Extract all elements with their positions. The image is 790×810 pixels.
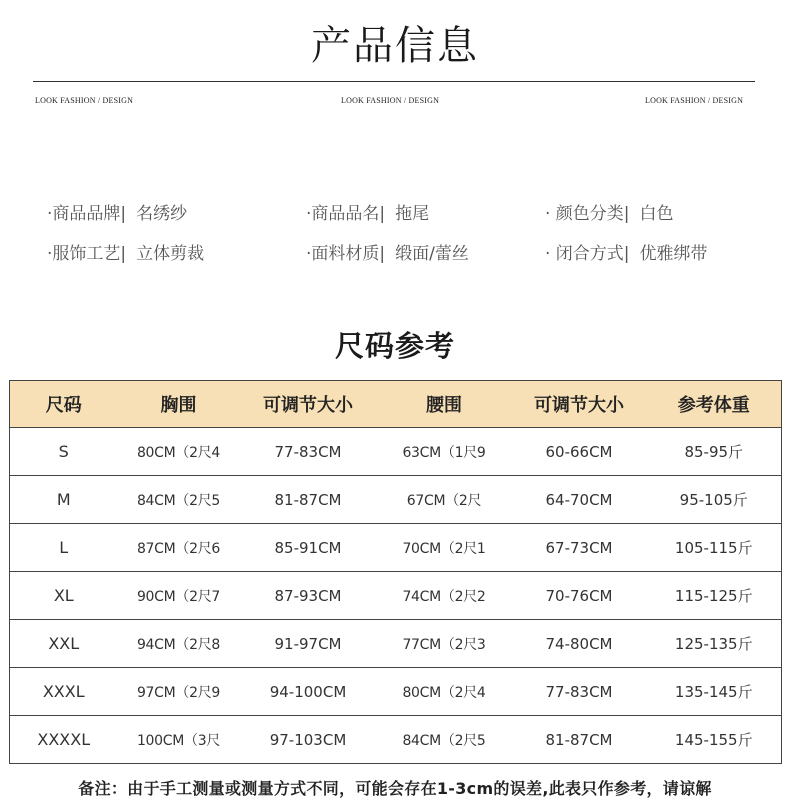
brand-tagline-center: LOOK FASHION / DESIGN xyxy=(341,96,440,105)
size-chart-header-row xyxy=(10,381,782,428)
waist-range-cell: 81-87CM xyxy=(512,716,647,764)
attr-material xyxy=(306,239,469,264)
attr-closure xyxy=(545,239,708,264)
attr-value: 拖尾 xyxy=(395,204,430,224)
measurement-note: 备注：由于手工测量或测量方式不同，可能会存在1-3cm的误差,此表只作参考，请谅解 xyxy=(78,779,712,798)
table-row xyxy=(10,572,782,620)
title-divider xyxy=(33,81,755,82)
weight-cell: 115-125斤 xyxy=(647,572,782,620)
table-row xyxy=(10,524,782,572)
bust-range-cell: 85-91CM xyxy=(240,524,377,572)
bust-range-cell: 94-100CM xyxy=(240,668,377,716)
bust-range-cell: 81-87CM xyxy=(240,476,377,524)
bust-cell: 87CM（2尺6 xyxy=(118,524,240,572)
attr-value: 优雅绑带 xyxy=(639,244,708,264)
waist-range-cell: 67-73CM xyxy=(512,524,647,572)
waist-cell: 74CM（2尺2 xyxy=(377,572,512,620)
size-cell: XL xyxy=(10,572,118,620)
bust-range-cell: 91-97CM xyxy=(240,620,377,668)
table-row xyxy=(10,668,782,716)
attr-label: ·服饰工艺| xyxy=(47,244,127,264)
bust-range-cell: 87-93CM xyxy=(240,572,377,620)
attr-label: ·商品品名| xyxy=(306,204,386,224)
waist-cell: 63CM（1尺9 xyxy=(377,428,512,476)
waist-range-cell: 64-70CM xyxy=(512,476,647,524)
size-chart-table xyxy=(9,380,782,764)
weight-cell: 105-115斤 xyxy=(647,524,782,572)
bust-range-cell: 97-103CM xyxy=(240,716,377,764)
waist-range-cell: 74-80CM xyxy=(512,620,647,668)
attr-craft xyxy=(47,239,204,264)
weight-cell: 145-155斤 xyxy=(647,716,782,764)
size-chart-title: 尺码参考 xyxy=(334,329,455,363)
bust-cell: 84CM（2尺5 xyxy=(118,476,240,524)
product-info-title: 产品信息 xyxy=(311,23,479,69)
bust-cell: 94CM（2尺8 xyxy=(118,620,240,668)
attr-value: 名绣纱 xyxy=(136,204,188,224)
waist-range-cell: 70-76CM xyxy=(512,572,647,620)
table-row xyxy=(10,476,782,524)
attr-brand xyxy=(47,199,187,224)
waist-range-cell: 60-66CM xyxy=(512,428,647,476)
weight-cell: 85-95斤 xyxy=(647,428,782,476)
waist-cell: 67CM（2尺 xyxy=(377,476,512,524)
table-row xyxy=(10,428,782,476)
attr-value: 立体剪裁 xyxy=(136,244,205,264)
header-bust: 胸围 xyxy=(118,381,240,428)
weight-cell: 125-135斤 xyxy=(647,620,782,668)
size-cell: L xyxy=(10,524,118,572)
size-cell: XXXXL xyxy=(10,716,118,764)
attr-label: ·面料材质| xyxy=(306,244,386,264)
header-weight: 参考体重 xyxy=(647,381,782,428)
brand-tagline-left: LOOK FASHION / DESIGN xyxy=(35,96,134,105)
bust-cell: 80CM（2尺4 xyxy=(118,428,240,476)
attr-value: 缎面/蕾丝 xyxy=(395,244,469,264)
waist-cell: 70CM（2尺1 xyxy=(377,524,512,572)
brand-tagline-right: LOOK FASHION / DESIGN xyxy=(645,96,744,105)
attr-label: · 颜色分类| xyxy=(545,204,630,224)
bust-cell: 90CM（2尺7 xyxy=(118,572,240,620)
bust-cell: 97CM（2尺9 xyxy=(118,668,240,716)
bust-cell: 100CM（3尺 xyxy=(118,716,240,764)
attr-color xyxy=(545,199,674,224)
header-bust-adjustable: 可调节大小 xyxy=(240,381,377,428)
waist-cell: 84CM（2尺5 xyxy=(377,716,512,764)
waist-cell: 77CM（2尺3 xyxy=(377,620,512,668)
weight-cell: 95-105斤 xyxy=(647,476,782,524)
size-cell: S xyxy=(10,428,118,476)
header-waist: 腰围 xyxy=(377,381,512,428)
weight-cell: 135-145斤 xyxy=(647,668,782,716)
table-row xyxy=(10,716,782,764)
waist-range-cell: 77-83CM xyxy=(512,668,647,716)
attr-value: 白色 xyxy=(639,204,674,224)
attr-label: ·商品品牌| xyxy=(47,204,127,224)
size-cell: XXXL xyxy=(10,668,118,716)
attr-label: · 闭合方式| xyxy=(545,244,630,264)
attr-product-name xyxy=(306,199,429,224)
waist-cell: 80CM（2尺4 xyxy=(377,668,512,716)
header-waist-adjustable: 可调节大小 xyxy=(512,381,647,428)
size-cell: M xyxy=(10,476,118,524)
table-row xyxy=(10,620,782,668)
bust-range-cell: 77-83CM xyxy=(240,428,377,476)
size-cell: XXL xyxy=(10,620,118,668)
header-size: 尺码 xyxy=(10,381,118,428)
